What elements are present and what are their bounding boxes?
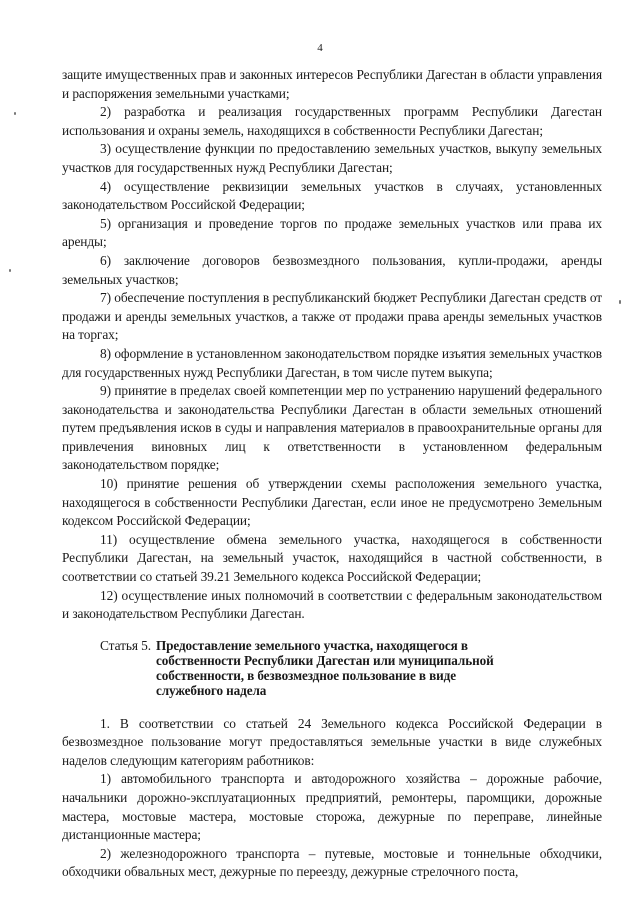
article-title: Предоставление земельного участка, находящегося в собственности Республики Дагестан или муниципальной собственности, в безвозмездное пользование в виде служебного надела <box>155 637 494 699</box>
list-item: 6) заключение договоров безвозмездного пользования, купли-продажи, аренды земельных участков; <box>62 252 602 287</box>
article-paragraph: 1) автомобильного транспорта и автодорожного хозяйства – дорожные рабочие, начальники дорожно-эксплуатационных предприятий, ремонтеры, паромщики, дорожные мастера, мостовые мастера, мостовые сторожа, дежурные по переправе, линейные дистанционные мастера; <box>62 771 602 843</box>
article-paragraph: 2) железнодорожного транспорта – путевые, мостовые и тоннельные обходчики, обходчики обвальных мест, дежурные по переезду, дежурные стрелочного поста, <box>62 845 602 880</box>
list-item: 5) организация и проведение торгов по продаже земельных участков или права их аренды; <box>62 215 602 250</box>
list-item: 4) осуществление реквизиции земельных участков в случаях, установленных законодательством Российской Федерации; <box>62 178 602 213</box>
list-item: 3) осуществление функции по предоставлению земельных участков, выкупу земельных участков для государственных нужд Республики Дагестан; <box>62 141 602 175</box>
scan-speck-mark <box>14 112 16 115</box>
scan-speck-mark <box>619 300 621 304</box>
list-item: 9) принятие в пределах своей компетенции мер по устранению нарушений федерального законодательства и законодательства Республики Дагестан в области земельных отношений путем предъявления исков в суды и направления материалов в правоохранительные органы для привлечения виновных лиц к ответственности в установленном федеральным законодательством порядке; <box>62 383 602 473</box>
article-heading <box>62 638 602 699</box>
list-item: 2) разработка и реализация государственных программ Республики Дагестан использования и охраны земель, находящихся в собственности Республики Дагестан; <box>62 104 602 138</box>
list-item: 11) осуществление обмена земельного участка, находящегося в собственности Республики Дагестан, на земельный участок, находящийся в частной собственности, в соответствии со статьей 39.21 Земельного кодекса Российской Федерации; <box>62 531 602 585</box>
article-paragraph: 1. В соответствии со статьей 24 Земельного кодекса Российской Федерации в безвозмездное пользование могут предоставляться земельные участки в виде служебных наделов следующим категориям работников: <box>62 715 602 768</box>
article-label: Статья 5. <box>100 637 151 653</box>
continuation-paragraph: защите имущественных прав и законных интересов Республики Дагестан в области управления и распоряжения земельными участками; <box>62 67 602 101</box>
document-body <box>62 66 602 882</box>
list-item: 8) оформление в установленном законодательством порядке изъятия земельных участков для государственных нужд Республики Дагестан, в том числе путем выкупа; <box>62 345 602 380</box>
list-item: 12) осуществление иных полномочий в соответствии с федеральным законодательством и законодательством Республики Дагестан. <box>62 587 602 622</box>
page-number: 4 <box>317 42 323 54</box>
scan-speck-mark <box>9 269 11 272</box>
list-item: 10) принятие решения об утверждении схемы расположения земельного участка, находящегося в собственности Республики Дагестан, если иное не предусмотрено Земельным кодексом Российской Федерации; <box>62 476 602 529</box>
list-item: 7) обеспечение поступления в республиканский бюджет Республики Дагестан средств от продажи и аренды земельных участков, а также от продажи права аренды земельных участков на торгах; <box>62 290 602 343</box>
